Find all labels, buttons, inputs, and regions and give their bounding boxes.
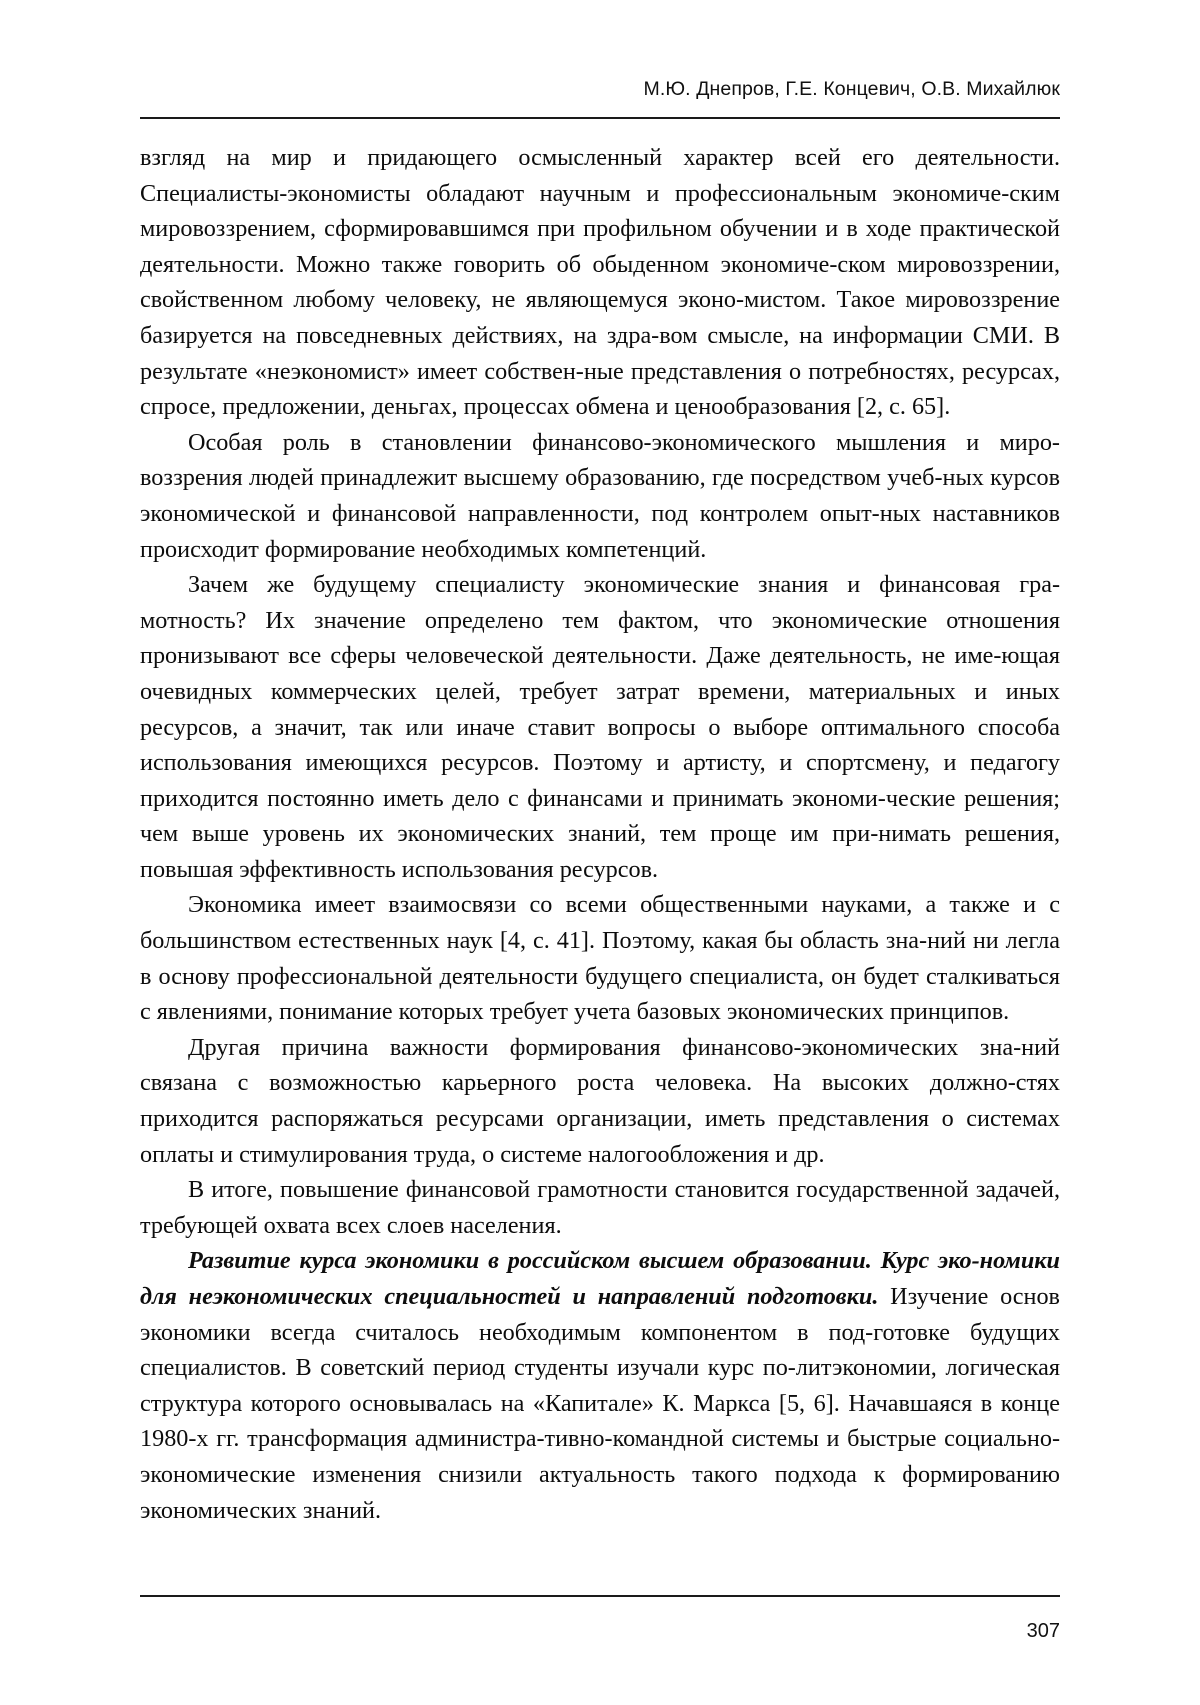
paragraph-7 (140, 1243, 1060, 1528)
footer-divider (140, 1595, 1060, 1597)
page-number: 307 (1026, 1620, 1060, 1642)
page-body (140, 140, 1060, 1528)
section-lead-in: Развитие курса экономики в российском высшем образовании. Курс эко-номики для неэкономических специальностей и направлений подготовки. (140, 1247, 1060, 1310)
paragraph-4: Экономика имеет взаимосвязи со всеми общественными науками, а также и с большинством естественных наук [4, с. 41]. Поэтому, какая бы область зна-ний ни легла в основу профессиональной деятельности будущего специалиста, он будет сталкиваться с явлениями, понимание которых требует учета базовых экономических принципов. (140, 891, 1060, 1026)
paragraph-2: Особая роль в становлении финансово-экономического мышления и миро-воззрения людей принадлежит высшему образованию, где посредством учеб-ных курсов экономической и финансовой направленности, под контролем опыт-ных наставников происходит формирование необходимых компетенций. (140, 428, 1060, 563)
header-divider (140, 117, 1060, 119)
paragraph-7-text: Изучение основ экономики всегда считалось необходимым компонентом в под-готовке будущих специалистов. В советский период студенты изучали курс по-литэкономии, логическая структура которого основывалась на «Капитале» К. Маркса [5, 6]. Начавшаяся в конце 1980-х гг. трансформация администра-тивно-командной системы и быстрые социально-экономические изменения снизили актуальность такого подхода к формированию экономических знаний. (140, 1283, 1060, 1524)
paragraph-1: взгляд на мир и придающего осмысленный характер всей его деятельности. Специалисты-экономисты обладают научным и профессиональным экономиче-ским мировоззрением, сформировавшимся при профильном обучении и в ходе практической деятельности. Можно также говорить об обыденном экономиче-ском мировоззрении, свойственном любому человеку, не являющемуся эконо-мистом. Такое мировоззрение базируется на повседневных действиях, на здра-вом смысле, на информации СМИ. В результате «неэкономист» имеет собствен-ные представления о потребностях, ресурсах, спросе, предложении, деньгах, процессах обмена и ценообразования [2, с. 65]. (140, 144, 1060, 421)
running-head-authors: М.Ю. Днепров, Г.Е. Концевич, О.В. Михайлюк (643, 78, 1060, 100)
paragraph-3: Зачем же будущему специалисту экономические знания и финансовая гра-мотность? Их значение определено тем фактом, что экономические отношения пронизывают все сферы человеческой деятельности. Даже деятельность, не име-ющая очевидных коммерческих целей, требует затрат времени, материальных и иных ресурсов, а значит, так или иначе ставит вопросы о выборе оптимального способа использования имеющихся ресурсов. Поэтому и артисту, и спортсмену, и педагогу приходится постоянно иметь дело с финансами и принимать экономи-ческие решения; чем выше уровень их экономических знаний, тем проще им при-нимать решения, повышая эффективность использования ресурсов. (140, 571, 1060, 883)
paragraph-6: В итоге, повышение финансовой грамотности становится государственной задачей, требующей охвата всех слоев населения. (140, 1176, 1060, 1239)
paragraph-5: Другая причина важности формирования финансово-экономических зна-ний связана с возможностью карьерного роста человека. На высоких должно-стях приходится распоряжаться ресурсами организации, иметь представления о системах оплаты и стимулирования труда, о системе налогообложения и др. (140, 1033, 1060, 1168)
